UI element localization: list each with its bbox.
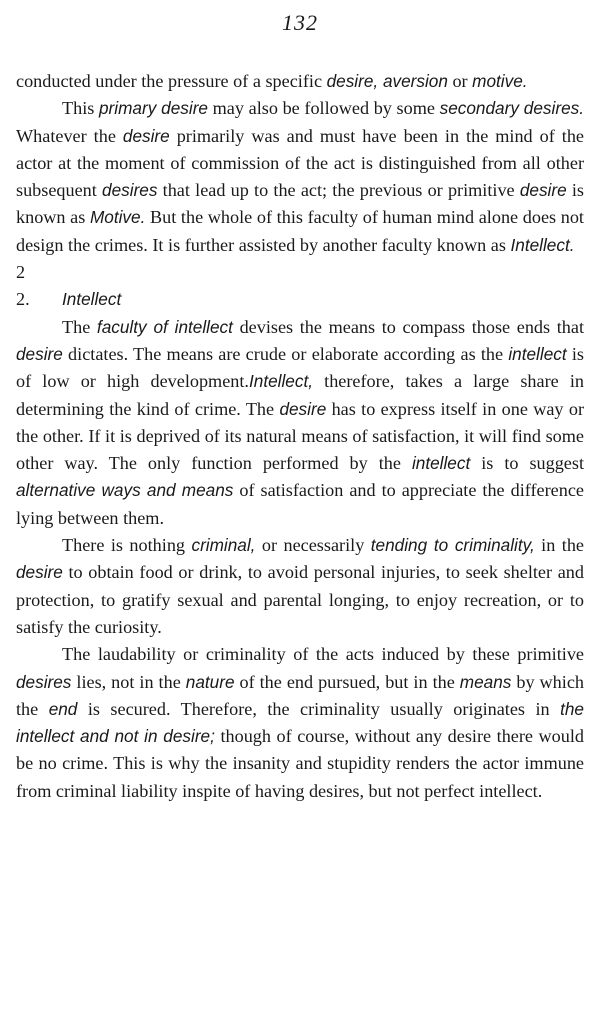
paragraph-2: This primary desire may also be followed by some secondary desires. Whatever the desire primarily was and must have been in the mind of the actor at the moment of commission of the act is distinguished from all other subsequent desires that lead up to the act; the previous or primitive desire is known as Motive. But the whole of this faculty of human mind alone does not design the crimes. It is further assisted by another faculty known as Intellect. <box>16 98 584 255</box>
paragraph-1: conducted under the pressure of a specific desire, aversion or motive. <box>16 71 528 91</box>
document-page <box>16 0 584 805</box>
section-heading <box>16 286 584 313</box>
margin-note: 2 <box>16 262 26 283</box>
page-body <box>16 68 584 805</box>
paragraph-3: The faculty of intellect devises the means to compass those ends that desire dictates. The means are crude or elaborate according as the intellect is of low or high development.Intellect, therefore, takes a large share in determining the kind of crime. The desire has to express itself in one way or the other. If it is deprived of its natural means of satisfaction, it will find some other way. The only function performed by the intellect is to suggest alternative ways and means of satisfaction and to appreciate the difference lying between them. <box>16 316 585 528</box>
paragraph-4: There is nothing criminal, or necessarily tending to criminality, in the desire to obtain food or drink, to avoid personal injuries, to seek shelter and protection, to gratify sexual and parental longing, to enjoy recreation, or to satisfy the curiosity. <box>16 535 584 637</box>
section-title: Intellect <box>62 289 122 310</box>
section-number: 2. <box>16 289 30 310</box>
page-number: 132 <box>282 10 318 35</box>
paragraph-5: The laudability or criminality of the acts induced by these primitive desires lies, not in the nature of the end pursued, but in the means by which the end is secured. Therefore, the criminality usually originates in the intellect and not in desire; though of course, without any desire there would be no crime. This is why the insanity and stupidity renders the actor immune from criminal liability inspite of having desires, but not perfect intellect. <box>16 644 585 801</box>
